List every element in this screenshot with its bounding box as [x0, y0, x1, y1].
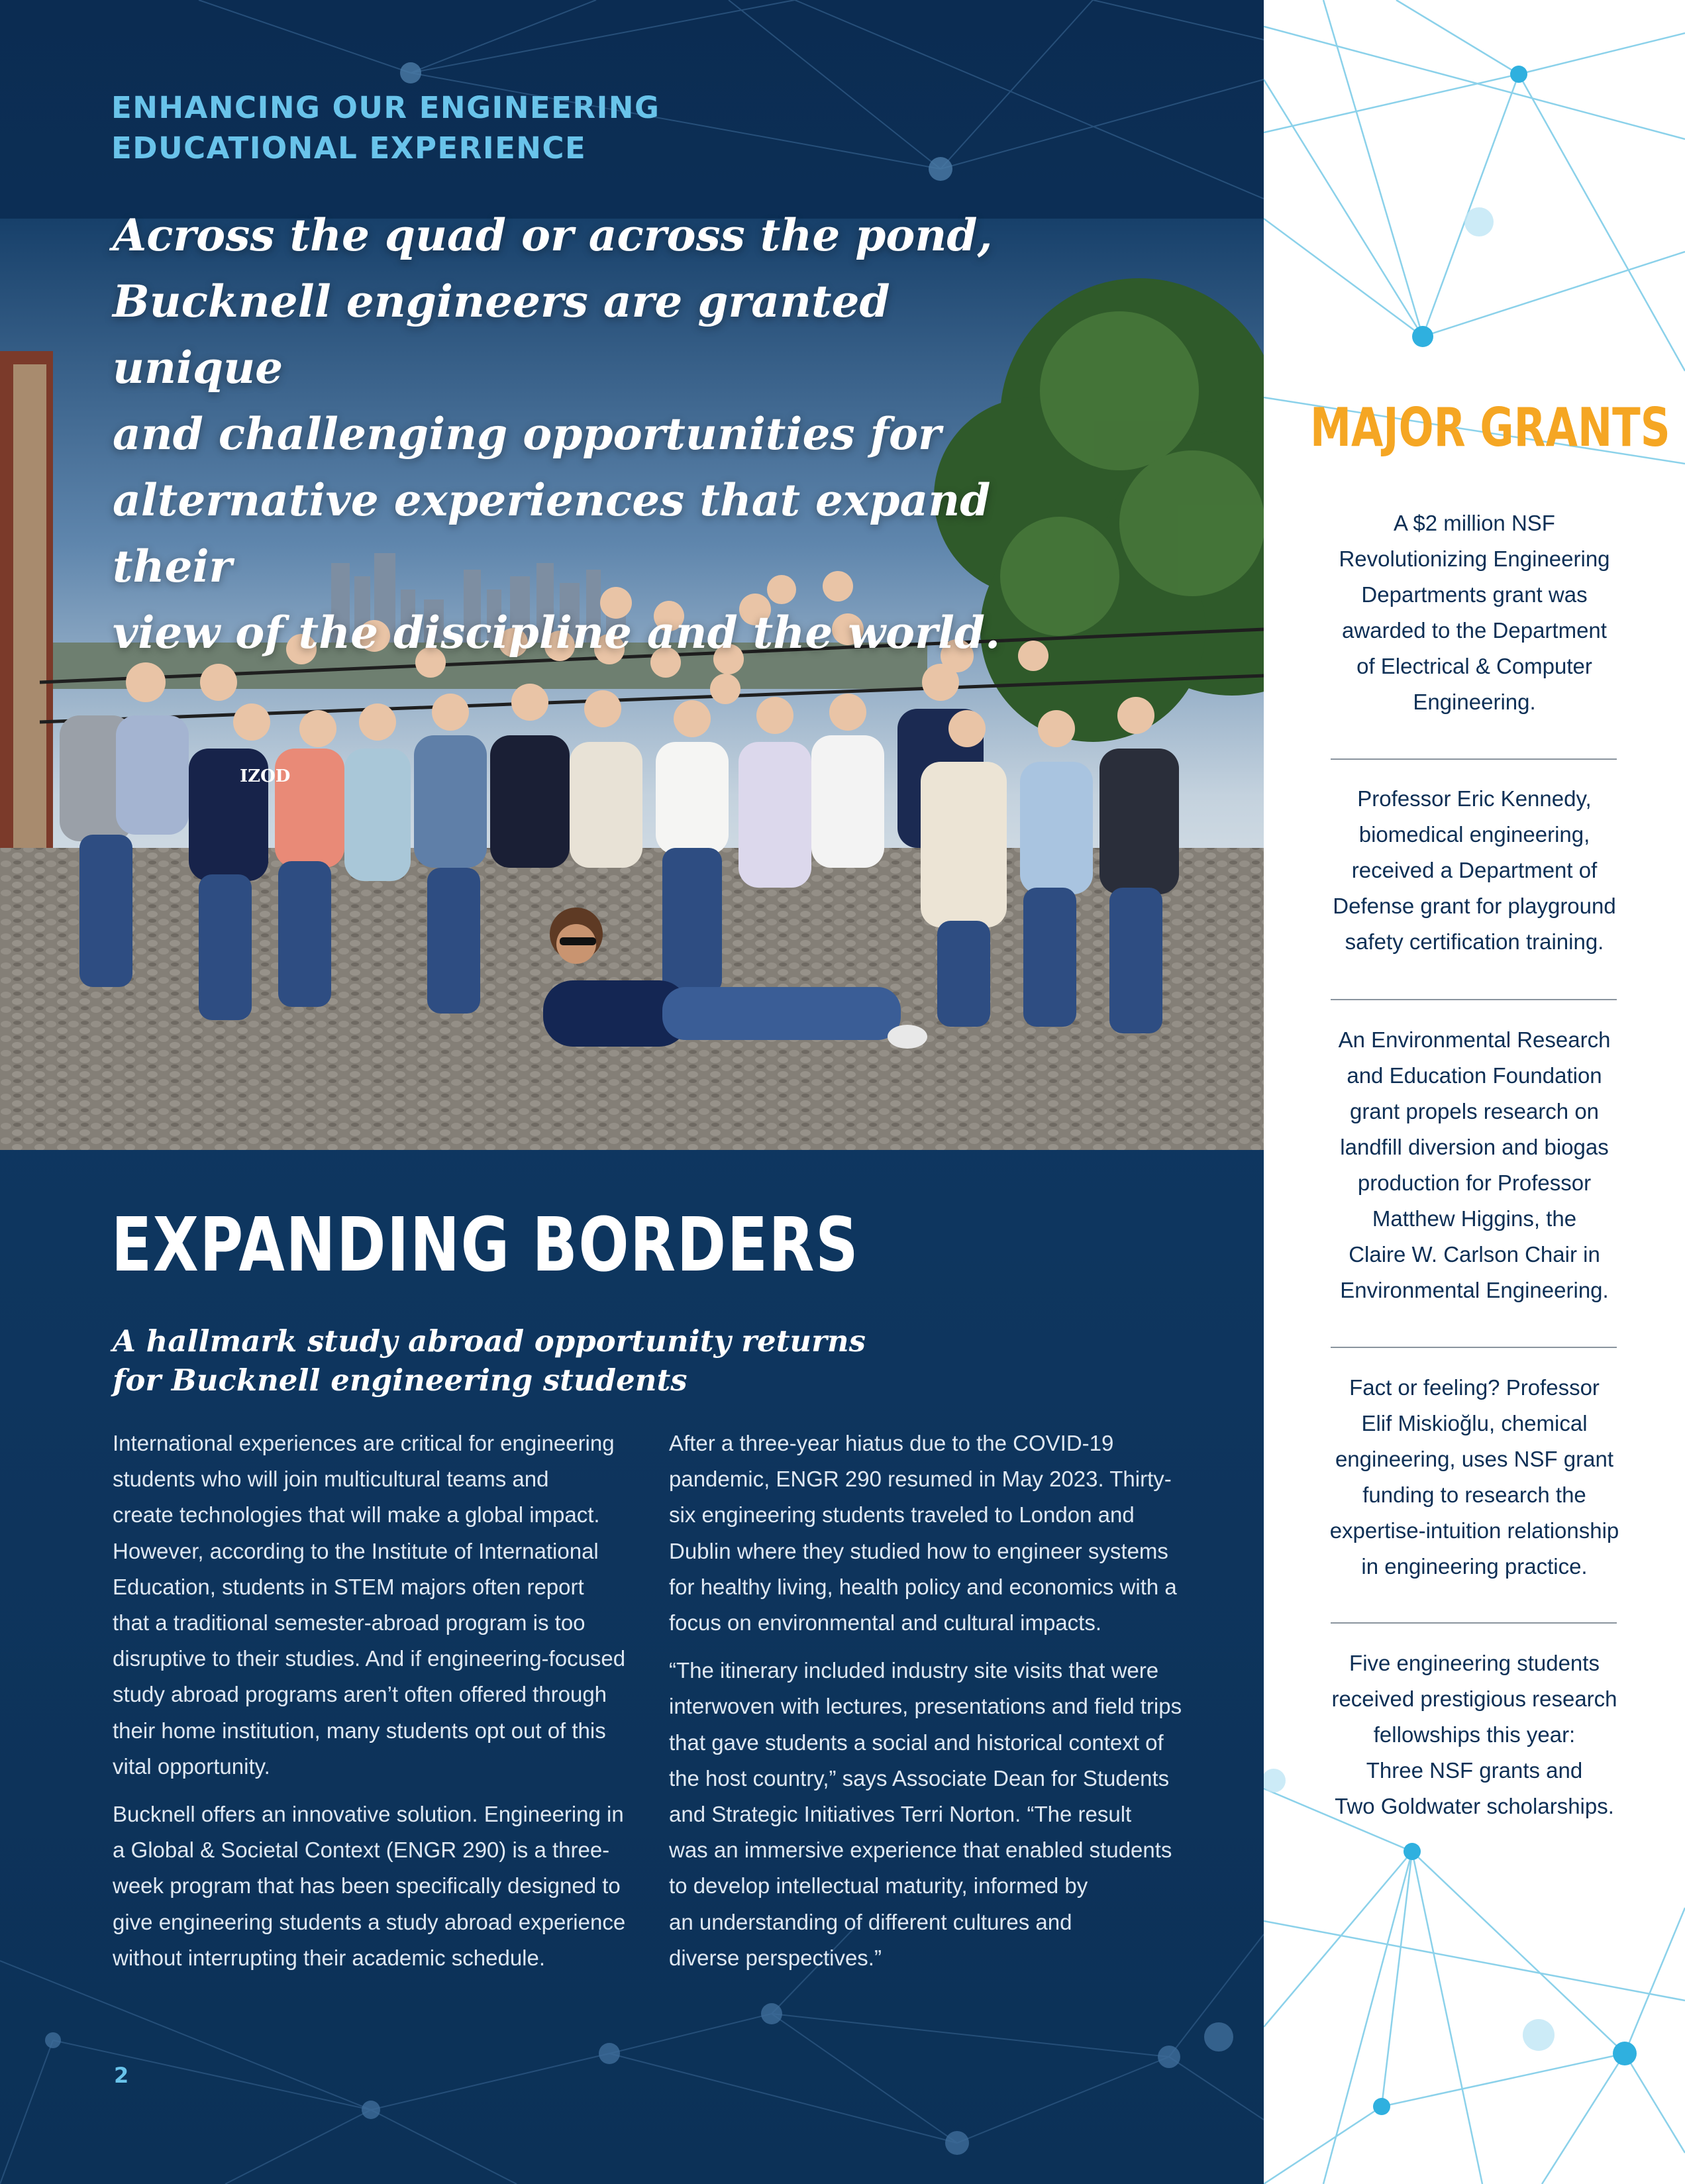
grant-divider — [1331, 999, 1617, 1000]
grant-line: safety certification training. — [1345, 929, 1604, 954]
page-number: 2 — [114, 2063, 129, 2088]
grant-line: Matthew Higgins, the — [1372, 1206, 1577, 1231]
hero-quote-line: alternative experiences that expand their — [113, 474, 991, 592]
text-line: give engineering students a study abroad experience — [113, 1909, 626, 1934]
text-line: International experiences are critical for engineering — [113, 1431, 615, 1455]
text-line: interwoven with lectures, presentations and field trips — [669, 1694, 1182, 1719]
hero-quote-line: and challenging opportunities for — [113, 408, 941, 460]
grant-divider — [1331, 1347, 1617, 1348]
article-subtitle — [113, 1322, 907, 1400]
grant-line: grant propels research on — [1349, 1099, 1600, 1123]
text-line: pandemic, ENGR 290 resumed in May 2023. Thirty- — [669, 1467, 1172, 1492]
text-line: disruptive to their studies. And if engineering-focused — [113, 1646, 626, 1671]
body-paragraph — [669, 1426, 1199, 1641]
grant-line: Five engineering students — [1349, 1651, 1600, 1675]
grant-line: received prestigious research — [1331, 1687, 1617, 1711]
grant-line: engineering, uses NSF grant — [1335, 1447, 1614, 1471]
kicker-line: EDUCATIONAL EXPERIENCE — [111, 130, 587, 166]
text-line: six engineering students traveled to London and — [669, 1502, 1135, 1528]
grant-line: Engineering. — [1413, 690, 1536, 714]
grant-line: in engineering practice. — [1361, 1554, 1588, 1579]
grant-line: production for Professor — [1357, 1170, 1592, 1195]
hero-quote — [113, 202, 1040, 666]
text-line: to develop intellectual maturity, informed by — [669, 1873, 1088, 1898]
grant-line: An Environmental Research — [1338, 1027, 1611, 1052]
grant-line: and Education Foundation — [1347, 1063, 1602, 1088]
text-line: vital opportunity. — [113, 1753, 270, 1779]
subtitle-line: for Bucknell engineering students — [113, 1363, 688, 1398]
grants-title: MAJOR GRANTS — [1309, 397, 1670, 458]
text-line: without interrupting their academic schedule. — [113, 1945, 546, 1970]
major-grants-sidebar — [1264, 0, 1685, 2184]
text-line: diverse perspectives.” — [669, 1945, 882, 1970]
text-line: “The itinerary included industry site visits that were — [669, 1658, 1159, 1683]
body-paragraph — [113, 1426, 642, 1785]
text-line: focus on environmental and cultural impacts. — [669, 1610, 1102, 1636]
article-column-right — [669, 1426, 1199, 1988]
text-line: for healthy living, health policy and economics with a — [669, 1574, 1177, 1599]
text-line: create technologies that will make a global impact. — [113, 1502, 600, 1528]
text-line: Education, students in STEM majors often report — [113, 1574, 584, 1599]
article-column-left — [113, 1426, 642, 1988]
grant-line: biomedical engineering, — [1358, 822, 1590, 847]
text-line: students who will join multicultural teams and — [113, 1467, 549, 1492]
grant-line: Two Goldwater scholarships. — [1335, 1794, 1614, 1818]
body-paragraph — [669, 1653, 1199, 1976]
grant-line: funding to research the — [1362, 1482, 1586, 1507]
grant-line: Professor Eric Kennedy, — [1357, 786, 1592, 811]
text-line: a Global & Societal Context (ENGR 290) is a three- — [113, 1838, 610, 1863]
kicker-line: ENHANCING OUR ENGINEERING — [111, 90, 660, 125]
grant-line: landfill diversion and biogas — [1340, 1135, 1609, 1159]
grant-line: Three NSF grants and — [1366, 1758, 1583, 1783]
text-line: However, according to the Institute of International — [113, 1538, 599, 1563]
grant-line: A $2 million NSF — [1394, 511, 1555, 535]
grant-line: Defense grant for playground — [1333, 894, 1616, 918]
hero-quote-line: view of the discipline and the world. — [113, 607, 1001, 658]
text-line: their home institution, many students opt out of this — [113, 1718, 606, 1743]
text-line: Dublin where they studied how to engineer systems — [669, 1538, 1168, 1563]
section-kicker — [111, 87, 774, 168]
text-line: study abroad programs aren’t often offered through — [113, 1682, 607, 1707]
hero-quote-line: Bucknell engineers are granted unique — [113, 276, 890, 393]
text-line: Bucknell offers an innovative solution. Engineering in — [113, 1802, 624, 1827]
text-line: that gave students a social and historical context of — [669, 1730, 1164, 1755]
grant-line: Claire W. Carlson Chair in — [1349, 1242, 1600, 1267]
grant-item — [1290, 1022, 1659, 1308]
text-line: the host country,” says Associate Dean for Students — [669, 1765, 1170, 1791]
text-line: that a traditional semester-abroad program is too — [113, 1610, 586, 1636]
grant-line: fellowships this year: — [1373, 1722, 1576, 1747]
grant-line: Environmental Engineering. — [1340, 1278, 1609, 1302]
sweatshirt-text: IZOD — [240, 766, 291, 786]
grant-item — [1290, 1370, 1659, 1585]
grant-line: Revolutionizing Engineering — [1339, 546, 1610, 571]
text-line: After a three-year hiatus due to the COVID-19 — [669, 1431, 1114, 1455]
grant-item — [1290, 505, 1659, 720]
text-line: was an immersive experience that enabled students — [669, 1838, 1172, 1863]
text-line: and Strategic Initiatives Terri Norton. “The result — [669, 1802, 1132, 1827]
grant-divider — [1331, 1622, 1617, 1624]
grant-line: Fact or feeling? Professor — [1349, 1375, 1600, 1400]
grant-item — [1290, 781, 1659, 960]
grant-line: Elif Miskioğlu, chemical — [1361, 1411, 1588, 1435]
grant-divider — [1331, 758, 1617, 760]
grant-line: expertise-intuition relationship — [1329, 1518, 1619, 1543]
subtitle-line: A hallmark study abroad opportunity returns — [113, 1324, 866, 1359]
grant-line: received a Department of — [1351, 858, 1598, 882]
grant-line: Departments grant was — [1361, 582, 1588, 607]
grant-line: awarded to the Department — [1342, 618, 1607, 643]
grant-item — [1290, 1645, 1659, 1824]
hero-quote-line: Across the quad or across the pond, — [113, 209, 993, 261]
text-line: week program that has been specifically designed to — [113, 1873, 621, 1898]
article-title: EXPANDING BORDERS — [111, 1202, 860, 1288]
text-line: an understanding of different cultures and — [669, 1909, 1072, 1934]
grant-line: of Electrical & Computer — [1356, 654, 1592, 678]
body-paragraph — [113, 1796, 642, 1976]
